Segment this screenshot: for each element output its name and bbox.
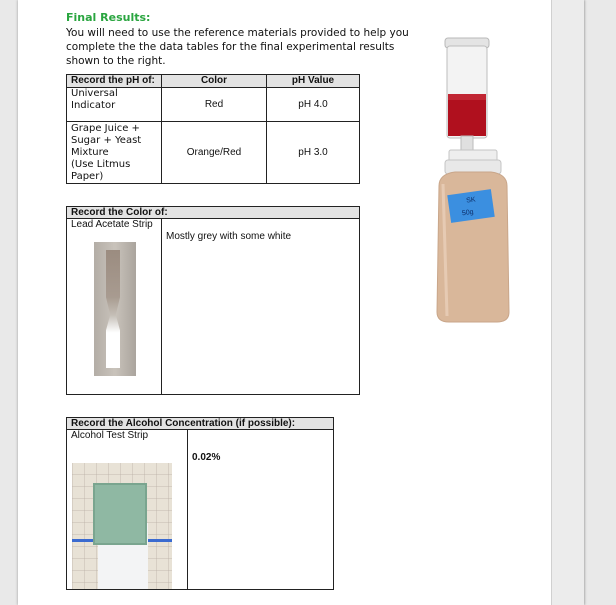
green-test-pad bbox=[93, 483, 147, 545]
table-row bbox=[67, 122, 360, 184]
bottle-label-line1: SK bbox=[465, 196, 477, 205]
intro-paragraph: You will need to use the reference materials provided to help you complete the the data tables for the final experimental results shown to the right. bbox=[66, 27, 409, 67]
alcohol-table-header: Record the Alcohol Concentration (if possible): bbox=[67, 418, 334, 430]
alcohol-strip-label: Alcohol Test Strip bbox=[67, 430, 188, 590]
label-line: Universal bbox=[71, 88, 118, 99]
label-line: Sugar + Yeast bbox=[71, 135, 142, 146]
bottle-label-line2: 50g bbox=[461, 208, 475, 218]
universal-ph-value: pH 4.0 bbox=[267, 88, 360, 122]
label-line: Indicator bbox=[71, 100, 116, 111]
lead-acetate-label: Lead Acetate Strip bbox=[67, 219, 162, 395]
row-label-universal bbox=[67, 88, 162, 122]
final-results-heading: Final Results: bbox=[66, 11, 151, 24]
color-table-header: Record the Color of: bbox=[67, 207, 360, 219]
red-liquid bbox=[448, 94, 486, 136]
row-label-grape-juice bbox=[67, 122, 162, 184]
scroll-edge bbox=[551, 0, 584, 605]
fermentation-bottle-photo bbox=[425, 36, 521, 326]
lead-acetate-strip-photo bbox=[94, 242, 136, 376]
ph-header-color: Color bbox=[162, 75, 267, 88]
label-line: (Use Litmus bbox=[71, 159, 131, 170]
test-strip-image bbox=[106, 250, 120, 368]
mixture-color-value: Orange/Red bbox=[162, 122, 267, 184]
label-line: Mixture bbox=[71, 147, 109, 158]
lead-acetate-value: Mostly grey with some white bbox=[162, 219, 360, 395]
alcohol-test-strip-photo bbox=[72, 463, 172, 589]
label-line: Paper) bbox=[71, 171, 104, 182]
mixture-ph-value: pH 3.0 bbox=[267, 122, 360, 184]
table-row bbox=[67, 88, 360, 122]
ph-table bbox=[66, 74, 360, 184]
label-line: Grape Juice + bbox=[71, 123, 140, 134]
ph-header-value: pH Value bbox=[267, 75, 360, 88]
universal-color-value: Red bbox=[162, 88, 267, 122]
alcohol-concentration-value: 0.02% bbox=[188, 430, 334, 590]
ph-header-record: Record the pH of: bbox=[67, 75, 162, 88]
